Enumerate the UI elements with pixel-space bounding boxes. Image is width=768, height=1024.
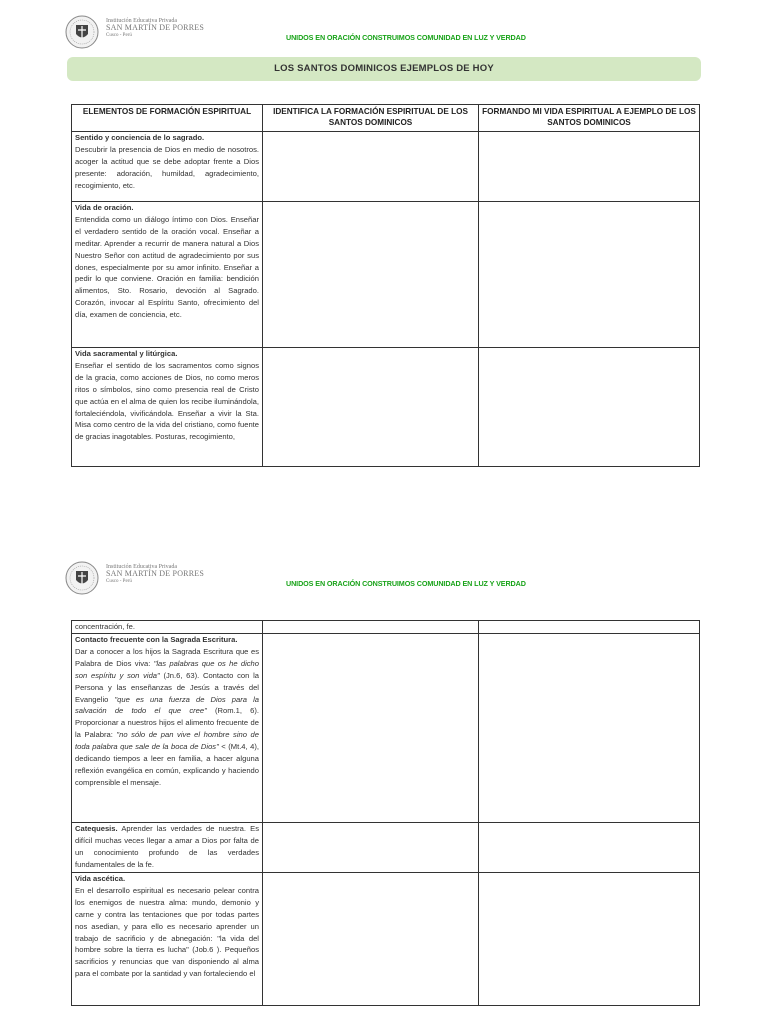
row-text: < (Mt.4, 4), dedicando tiempos a leer en familia, a hacer alguna reflexión evangélica en común, explicando y haciendo comprensible el mensaje. bbox=[75, 742, 259, 787]
row-text: Enseñar el sentido de los sacramentos como signos de la gracia, como acciones de Dios, no como meros ritos o símbolos, sino como presencia real de Cristo que actúa en el alma de quien los recibe iluminándola, fortaleciéndola, vivificándola. Enseñar a vivir la Sta. Misa como centro de la vida del cristiano, como fuente de gracias inagotables. Posturas, recogimiento, bbox=[75, 360, 259, 442]
school-name-line2: SAN MARTÍN DE PORRES bbox=[106, 23, 204, 33]
row-text: (Jn.6, 63). Contacto con la Persona y las enseñanzas de Jesús a través del Evangelio bbox=[75, 670, 259, 704]
school-name-line3: Cusco - Perú bbox=[106, 578, 132, 584]
answer-cell-identify[interactable] bbox=[263, 202, 479, 348]
page-title-banner: LOS SANTOS DOMINICOS EJEMPLOS DE HOY bbox=[67, 57, 701, 81]
answer-cell-forming[interactable] bbox=[479, 132, 700, 202]
answer-cell-forming[interactable] bbox=[479, 873, 700, 1006]
answer-cell-identify[interactable] bbox=[263, 634, 479, 823]
row-text: (Rom.1, 6). Proporcionar a nuestros hijos el alimento frecuente de la Palabra: bbox=[75, 706, 260, 740]
row-catequesis-element bbox=[72, 823, 263, 873]
answer-cell-forming[interactable] bbox=[479, 348, 700, 467]
school-crest-icon bbox=[64, 560, 100, 596]
row-text: concentración, fe. bbox=[75, 622, 135, 631]
row-text: Dar a conocer a los hijos la Sagrada Escritura que es Palabra de Dios viva: bbox=[75, 646, 259, 668]
school-name-line1: Institución Educativa Privada bbox=[106, 564, 177, 570]
school-name-line2: SAN MARTÍN DE PORRES bbox=[106, 569, 204, 579]
row-continuation-element bbox=[72, 621, 263, 634]
column-header-identify: IDENTIFICA LA FORMACIÓN ESPIRITUAL DE LOS SANTOS DOMINICOS bbox=[263, 105, 479, 132]
answer-cell-forming[interactable] bbox=[479, 621, 700, 634]
row-escritura-element bbox=[72, 634, 263, 823]
row-text: Descubrir la presencia de Dios en medio de nosotros. acoger la actitud que se debe adoptar frente a Dios presente: adoración, humildad, agradecimiento, recogimiento, etc. bbox=[75, 144, 259, 190]
answer-cell-identify[interactable] bbox=[263, 873, 479, 1006]
row-title: Sentido y conciencia de lo sagrado. bbox=[75, 133, 205, 142]
formation-table-page2 bbox=[71, 620, 700, 1006]
answer-cell-identify[interactable] bbox=[263, 823, 479, 873]
row-title: Contacto frecuente con la Sagrada Escritura. bbox=[75, 635, 238, 644]
answer-cell-identify[interactable] bbox=[263, 132, 479, 202]
quote-text: "que es una fuerza de Dios para la salvación de todo el que cree" bbox=[75, 694, 259, 716]
row-text: En el desarrollo espiritual es necesario pelear contra los enemigos de nuestra alma: mundo, demonio y carne y contra las tentaciones que por todas partes nos asedian, y para ello es necesario aprender un trabajo de sacrificio y de abnegación: "la vida del hombre sobre la tierra es lucha" (Job.6 ). Pequeños sacrificios y renuncias que van disponiendo al alma para el combate por la santidad y van fortaleciendo el bbox=[75, 885, 259, 979]
answer-cell-forming[interactable] bbox=[479, 202, 700, 348]
answer-cell-forming[interactable] bbox=[479, 634, 700, 823]
school-crest-icon bbox=[64, 14, 100, 50]
school-motto: UNIDOS EN ORACIÓN CONSTRUIMOS COMUNIDAD EN LUZ Y VERDAD bbox=[286, 579, 526, 588]
column-header-forming: FORMANDO MI VIDA ESPIRITUAL A EJEMPLO DE LOS SANTOS DOMINICOS bbox=[479, 105, 700, 132]
row-text: Entendida como un diálogo íntimo con Dios. Enseñar el verdadero sentido de la oración vocal. Enseñar a meditar. Aprender a recurrir de manera natural a Dios Nuestro Señor con actitud de agradecimiento por sus dones, especialmente por su amor infinito. Enseñar a pedir lo que conviene. Oración en familia: bendición alimentos, Sto. Rosario, devoción al Sagrado. Corazón, invocar al Espíritu Santo, ofrecimiento del día, examen de conciencia, etc. bbox=[75, 214, 259, 320]
row-title: Vida de oración. bbox=[75, 203, 134, 212]
row-text: Aprender las verdades de nuestra. Es difícil muchas veces llegar a amar a Dios por falta de un conocimiento profundo de las verdades fundamentales de la fe. bbox=[75, 824, 259, 869]
row-title: Vida sacramental y litúrgica. bbox=[75, 349, 178, 358]
row-sagrado-element bbox=[72, 132, 263, 202]
row-ascetica-element bbox=[72, 873, 263, 1006]
formation-table-page1 bbox=[71, 104, 700, 467]
row-title: Vida ascética. bbox=[75, 874, 126, 883]
answer-cell-identify[interactable] bbox=[263, 348, 479, 467]
page-header-2 bbox=[0, 560, 768, 604]
quote-text: "las palabras que os he dicho son espíritu y son vida" bbox=[75, 658, 259, 680]
answer-cell-identify[interactable] bbox=[263, 621, 479, 634]
quote-text: "no sólo de pan vive el hombre sino de toda palabra que sale de la boca de Dios" bbox=[75, 730, 260, 752]
row-title: Catequesis. bbox=[75, 824, 118, 833]
row-oracion-element bbox=[72, 202, 263, 348]
row-sacramental-element bbox=[72, 348, 263, 467]
page-header-1 bbox=[0, 14, 768, 58]
school-name-line3: Cusco - Perú bbox=[106, 32, 132, 38]
answer-cell-forming[interactable] bbox=[479, 823, 700, 873]
school-name bbox=[106, 18, 204, 38]
school-motto: UNIDOS EN ORACIÓN CONSTRUIMOS COMUNIDAD EN LUZ Y VERDAD bbox=[286, 33, 526, 42]
school-name-line1: Institución Educativa Privada bbox=[106, 18, 177, 24]
column-header-elements: ELEMENTOS DE FORMACIÓN ESPIRITUAL bbox=[72, 105, 263, 132]
school-name bbox=[106, 564, 204, 584]
